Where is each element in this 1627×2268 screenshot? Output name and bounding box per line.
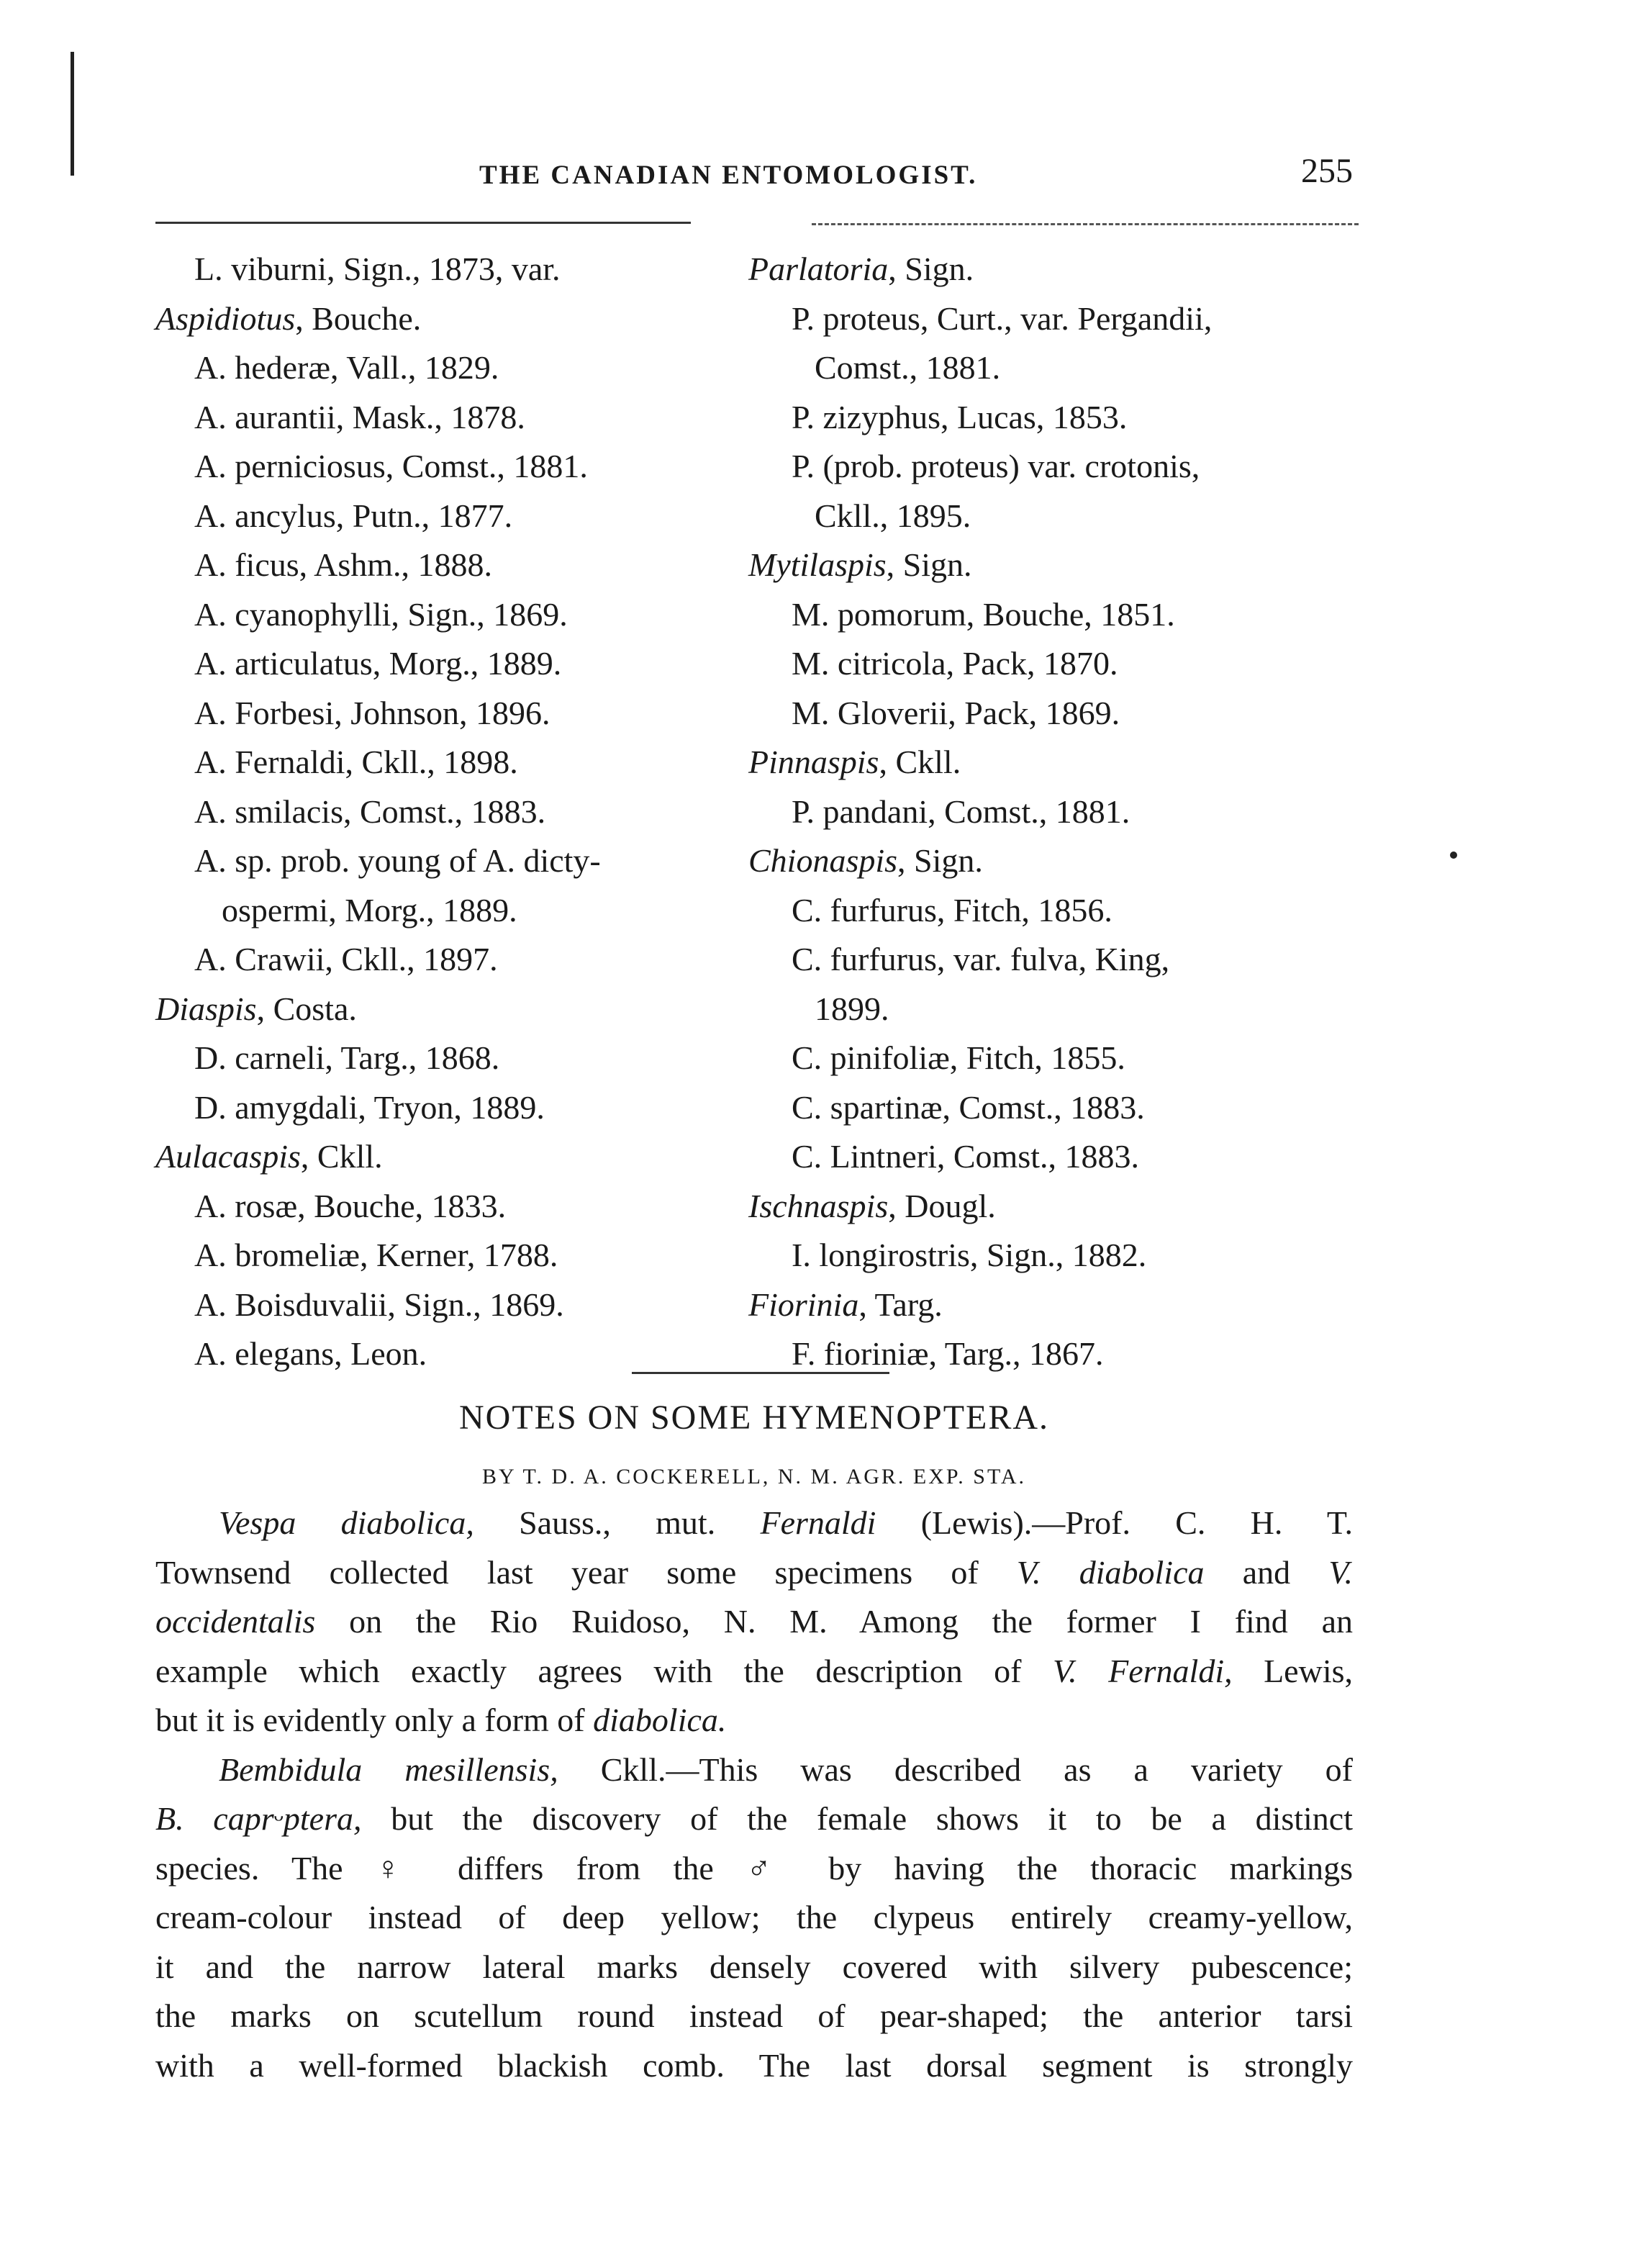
text-line: cream-colour instead of deep yellow; the clypeus entirely creamy-yellow, [155, 1899, 1353, 1935]
species-entry: I. longirostris, Sign., 1882. [792, 1237, 1147, 1273]
species-entry: P. proteus, Curt., var. Pergandii, [792, 299, 1213, 337]
species-entry: A. Fernaldi, Ckll., 1898. [194, 744, 518, 780]
section-divider-rule [632, 1372, 889, 1374]
species-entry: D. carneli, Targ., 1868. [194, 1039, 500, 1076]
species-entry: A. smilacis, Comst., 1883. [194, 792, 546, 830]
species-entry: M. Gloverii, Pack, 1869. [792, 694, 1120, 731]
species-entry: M. citricola, Pack, 1870. [792, 645, 1118, 682]
species-entry: D. amygdali, Tryon, 1889. [194, 1088, 545, 1126]
species-entry: A. Boisduvalii, Sign., 1869. [194, 1286, 564, 1323]
species-entry: A. elegans, Leon. [194, 1335, 427, 1372]
text-line: but it is evidently only a form of diabolica. [155, 1702, 727, 1738]
species-entry: A. articulatus, Morg., 1889. [194, 645, 562, 682]
species-entry: C. furfurus, var. fulva, King, [792, 941, 1170, 977]
species-entry: ospermi, Morg., 1889. [222, 891, 517, 929]
genus-heading: Mytilaspis, Sign. [748, 546, 972, 583]
genus-heading: Ischnaspis, Dougl. [748, 1187, 996, 1224]
species-entry: P. (prob. proteus) var. crotonis, [792, 448, 1200, 484]
paragraph [155, 1499, 1353, 1745]
species-entry: Comst., 1881. [815, 349, 1001, 386]
stray-ink-dot [1450, 851, 1457, 859]
header-rule-right [812, 223, 1359, 225]
species-entry: A. rosæ, Bouche, 1833. [194, 1187, 507, 1224]
species-entry: C. pinifoliæ, Fitch, 1855. [792, 1039, 1125, 1076]
species-entry: A. Crawii, Ckll., 1897. [194, 941, 498, 977]
species-entry: M. pomorum, Bouche, 1851. [792, 595, 1175, 633]
text-line: Townsend collected last year some specimens of V. diabolica and V. [155, 1553, 1353, 1591]
species-entry: A. hederæ, Vall., 1829. [194, 349, 499, 386]
article-body [155, 1499, 1353, 2090]
text-line: Vespa diabolica, Sauss., mut. Fernaldi (Lewis).—Prof. C. H. T. [219, 1504, 1353, 1541]
species-entry: F. fioriniæ, Targ., 1867. [792, 1335, 1104, 1372]
species-entry: A. sp. prob. young of A. dicty- [194, 842, 601, 879]
header-rule-left [155, 222, 691, 224]
species-list-right-column [748, 245, 1396, 1379]
text-line: the marks on scutellum round instead of pear-shaped; the anterior tarsi [155, 1997, 1353, 2034]
text-line: occidentalis on the Rio Ruidoso, N. M. Among the former I find an [155, 1603, 1353, 1640]
paragraph [155, 1745, 1353, 2091]
article-title: NOTES ON SOME HYMENOPTERA. [458, 1399, 1050, 1437]
species-entry: C. Lintneri, Comst., 1883. [792, 1138, 1139, 1175]
text-line: B. caprᵕptera, but the discovery of the female shows it to be a distinct [155, 1800, 1354, 1837]
species-entry: L. viburni, Sign., 1873, var. [194, 250, 561, 287]
genus-heading: Chionaspis, Sign. [748, 842, 983, 879]
species-entry: Ckll., 1895. [815, 497, 971, 534]
species-entry: A. cyanophylli, Sign., 1869. [194, 595, 568, 633]
page-header [155, 151, 1353, 194]
genus-heading: Aulacaspis, Ckll. [155, 1138, 383, 1175]
species-list-left-column [155, 245, 753, 1379]
article-byline: BY T. D. A. COCKERELL, N. M. AGR. EXP. STA. [481, 1465, 1027, 1488]
species-entry: 1899. [815, 990, 889, 1027]
species-entry: A. ancylus, Putn., 1877. [194, 497, 513, 534]
species-entry: A. aurantii, Mask., 1878. [194, 398, 525, 435]
species-entry: A. perniciosus, Comst., 1881. [194, 448, 588, 484]
species-entry: P. zizyphus, Lucas, 1853. [792, 398, 1128, 435]
species-entry: P. pandani, Comst., 1881. [792, 792, 1130, 830]
text-line: it and the narrow lateral marks densely covered with silvery pubescence; [155, 1948, 1353, 1985]
species-entry: A. ficus, Ashm., 1888. [194, 546, 492, 583]
text-line: Bembidula mesillensis, Ckll.—This was described as a variety of [219, 1750, 1354, 1788]
text-line: example which exactly agrees with the description of V. Fernaldi, Lewis, [155, 1652, 1353, 1689]
text-line: with a well-formed blackish comb. The last dorsal segment is strongly [155, 2046, 1353, 2084]
page-number: 255 [1301, 152, 1353, 190]
text-line: species. The ♀ differs from the ♂ by having the thoracic markings [155, 1849, 1353, 1887]
species-entry: A. bromeliæ, Kerner, 1788. [194, 1237, 558, 1273]
genus-heading: Fiorinia, Targ. [748, 1286, 943, 1323]
species-entry: A. Forbesi, Johnson, 1896. [194, 694, 550, 731]
genus-heading: Pinnaspis, Ckll. [748, 744, 961, 780]
species-entry: C. spartinæ, Comst., 1883. [792, 1088, 1145, 1126]
genus-heading: Diaspis, Costa. [155, 990, 357, 1027]
running-title: THE CANADIAN ENTOMOLOGIST. [479, 161, 978, 190]
genus-heading: Parlatoria, Sign. [748, 250, 974, 287]
margin-ink-mark [71, 52, 74, 176]
genus-heading: Aspidiotus, Bouche. [155, 299, 422, 337]
species-entry: C. furfurus, Fitch, 1856. [792, 891, 1112, 929]
